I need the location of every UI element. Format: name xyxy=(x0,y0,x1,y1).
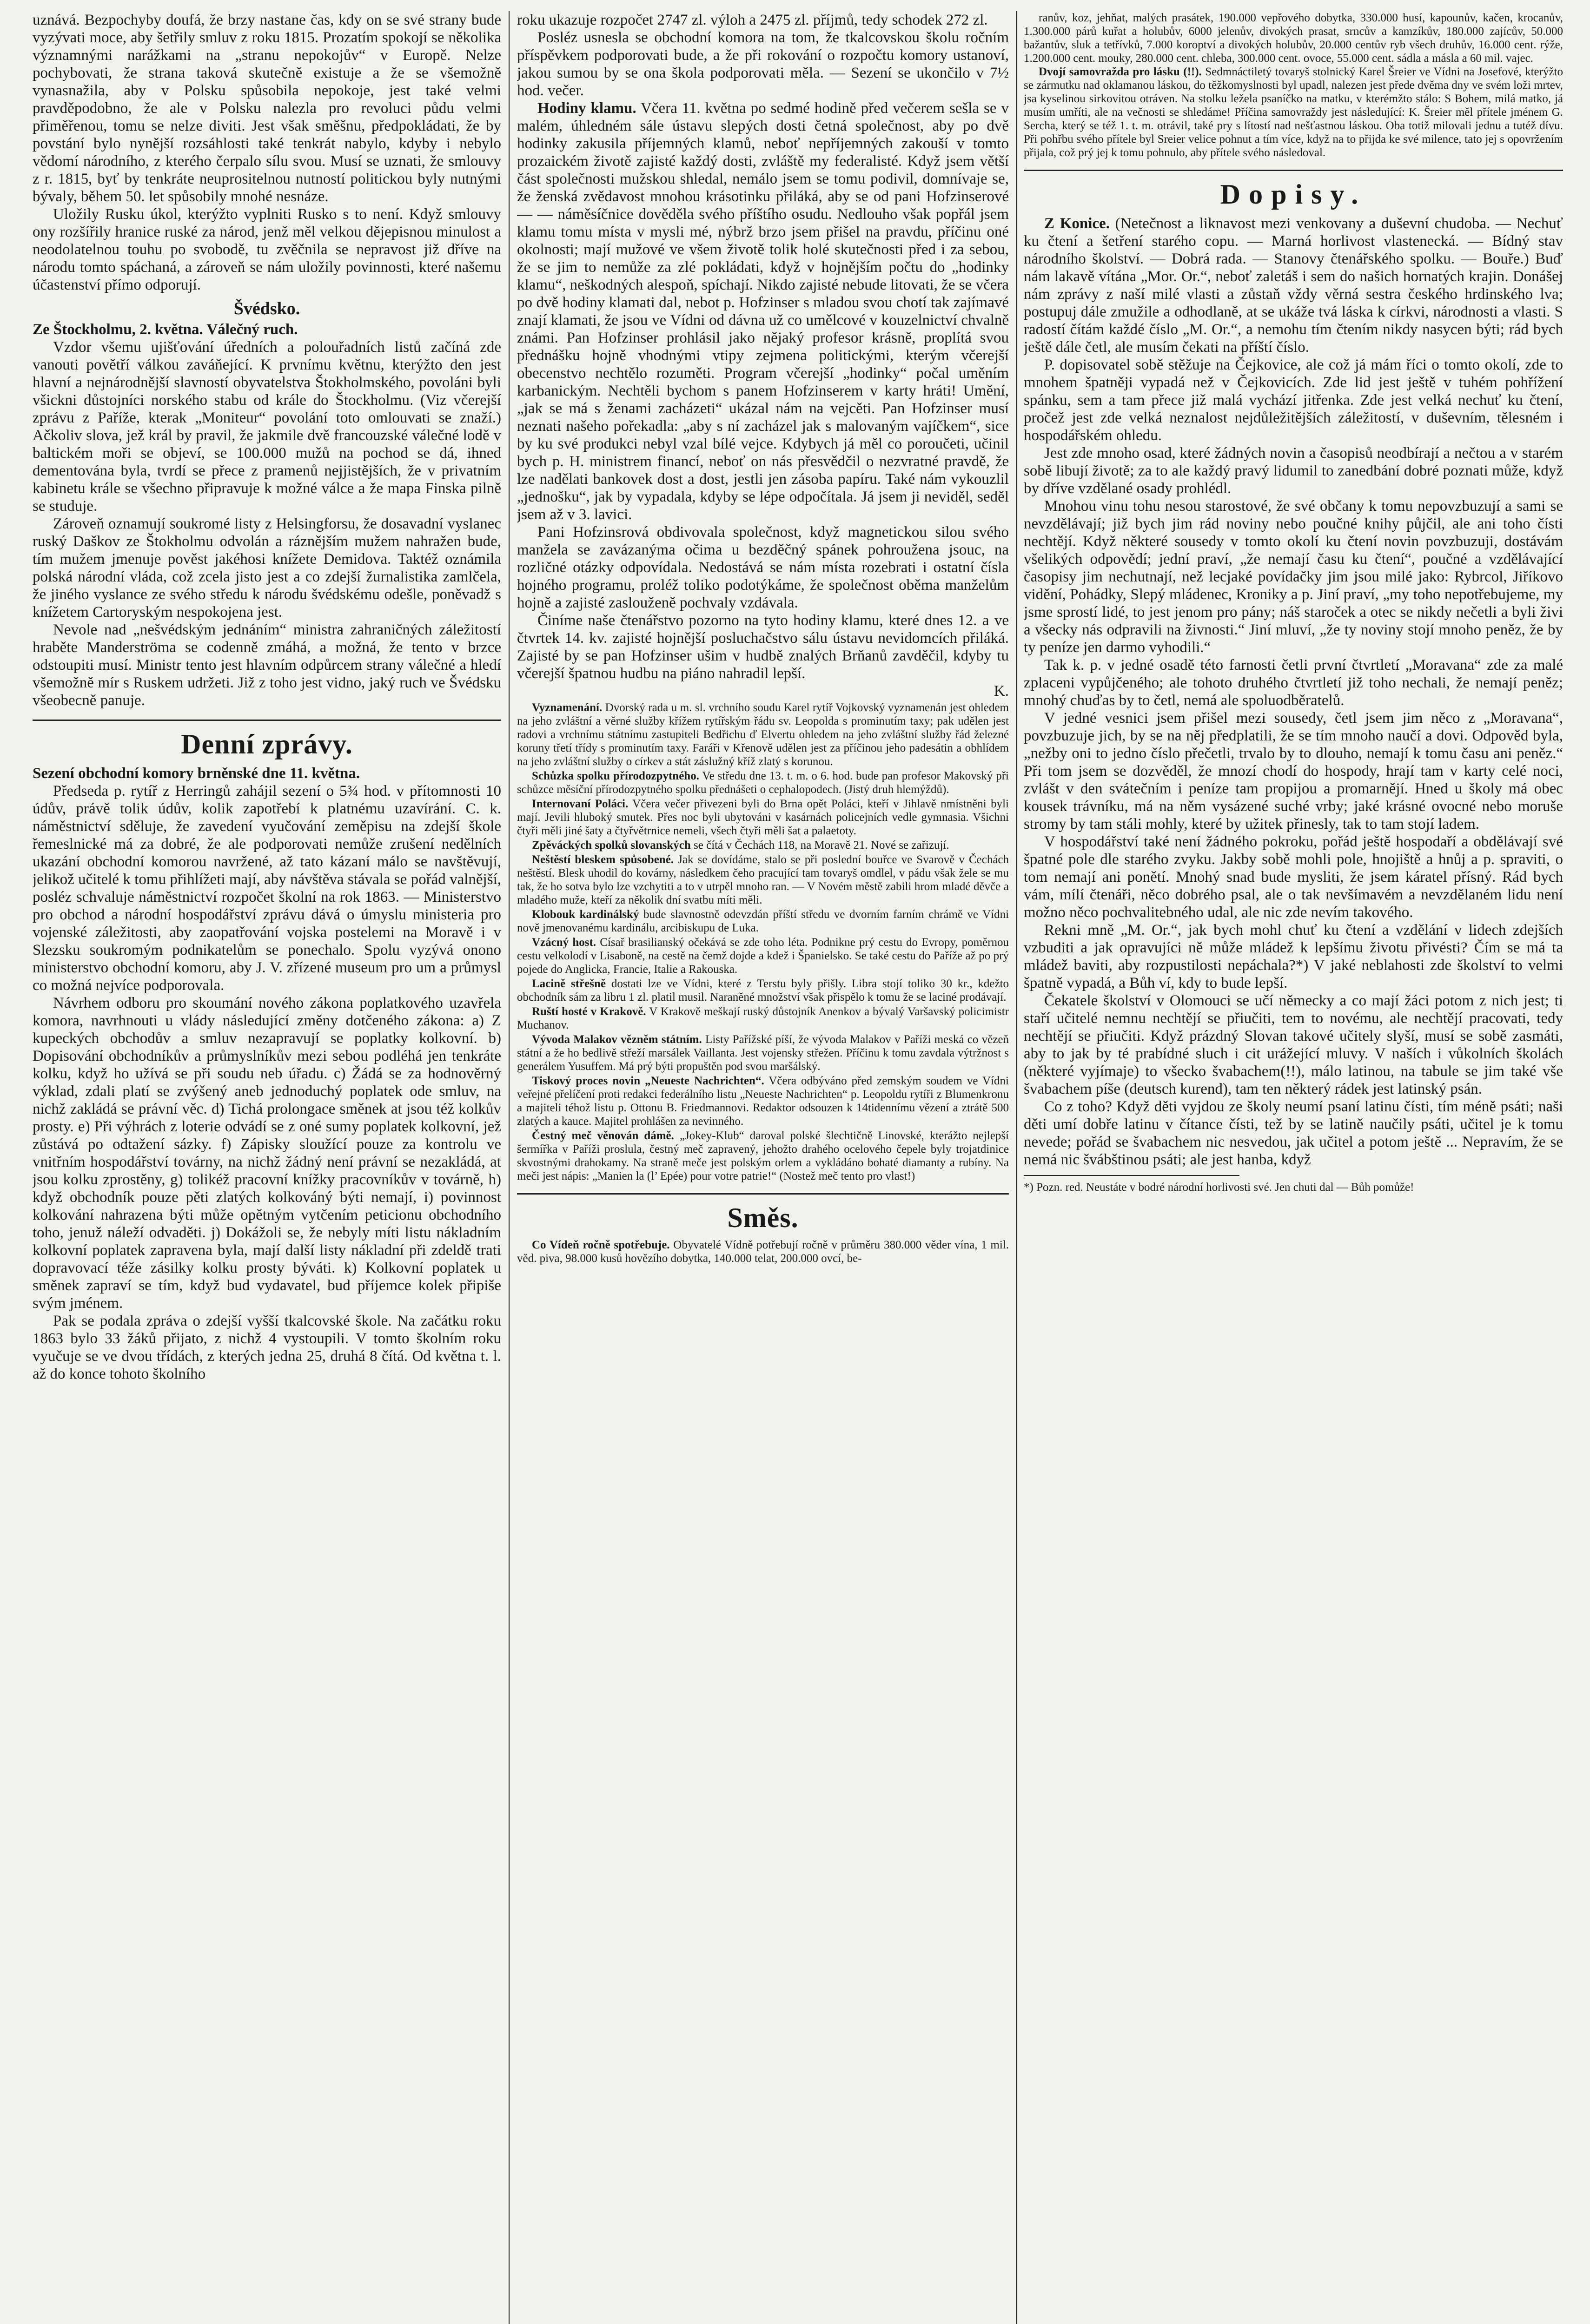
short-news-item xyxy=(517,1005,1009,1032)
section-divider xyxy=(1024,170,1563,171)
article-text: Vzdor všemu ujišťování úředních a polouřadních listů začíná zde vanouti povětří válkou zaváňející. K prvnímu květnu, kterýžto den jest hlavní a nejnárodnější slavností obyvatelstva Štokholmského, povoláni byli všickni důstojníci norského stabu od krále do Štockholmu. (Viz včerejší zprávu z Paříže, kterak „Moniteur“ povolání toto omlouvati se znaží.) Ačkoliv slova, jež král by pravil, že jakmile dvě francouzské válečné lodě v baltickém moři se objeví, se 100.000 mužů na pochod se dá, ihned dementována byla, tvrdí se přece z pramenů nejjistějších, že v privatním kabinetu krále se všechno připravuje k možné válce a že mapa Finska pilně se studuje. xyxy=(33,339,501,515)
short-news-text: V Krakově meškají ruský důstojník Anenkov a bývalý Varšavský policimistr Muchanov. xyxy=(517,1005,1009,1031)
footnote: *) Pozn. red. Neustáte v bodré národní horlivosti své. Jen chuti dal — Bůh pomůže! xyxy=(1024,1181,1414,1194)
article-text: (Netečnost a liknavost mezi venkovany a duševní chudoba. — Nechuť ku čtení a šetření starého copu. — Marná horlivost vlastenecká. — Bídný stav národního školství. — Dobrá rada. — Stanovy čtenářského spolku. — Bouře.) Buď nám lakavě vítána „Mor. Or.“, neboť zaletáš i sem do našich hornatých krajin. Donášej nám zprávy z naší milé vlasti a zůstaň vždy věrná sestra českého hrdinského lva; postupuj dále zmužile a odhodlaně, at se ukáže tvá láska k církvi, národnosti a vlasti. S radostí čítám každé číslo „M. Or.“, a nemohu tím čtením nikdy nasycen býti; rád bych ještě dále četl, ale musím čekati na příští číslo. xyxy=(1024,215,1563,356)
article-text: Včera 11. května po sedmé hodině před večerem sešla se v malém, úhledném sále ústavu slepých dosti četná společnost, aby po dvě hodinky zakusila příjemných klamů, neboť nepříjemných zakouší v tomto prozaickém životě zajisté každý dosti, zvláště my federalisté. Když jsem větší část společnosti mužskou shledal, nemálo jsem se tomu podivil, domnívaje se, že ženská zvědavost mnohou krásotinku přiláká, aby se od pani Hofzinserové — — náměsíčnice dověděla svého příštího osudu. Nedlouho však popřál jsem klamu tomu místa v mysli mé, nýbrž brzo jsem přišel na pravdu, příčinu oné okolnosti; mají mužové ve všem životě tolik holé skutečnosti před i za sebou, že se jim to nemůže za zlé pokládati, když v hojnějším počtu do „hodinky klamu“, neškodných alespoň, spíchají. Nikdo zajisté nebude litovati, že se včera po dvě hodiny klamati dal, nebot p. Hofzinser s mladou svou chotí tak zajímavé znají klamati, že jsou ve Vídni od dávna už co umělcové v kouzelnictví chvalně známi. Pan Hofzinser prohlásil jako nějaký profesor krásně, proplítá svou přednášku hojně vhodnými vtipy zejmena politickými, kterým včerejší obecenstvo nechtělo rozuměti. Program včerejší „hodinky“ počal uměním karbanickým. Nechtěli bychom s panem Hofzinserem v karty hráti! Umění, „jak se má s ženami zacházeti“ ukázal nám na vejcěti. Pan Hofzinser musí neznati našeho pořekadla: „aby s ní zacházel jak s malovaným vajíčkem“, sice by ku své produkci nebyl vzal bílé vejce. Kdybych já měl co poroučeti, učinil bych p. H. ministrem financí, neboť on nás přesvědčil o nezvratné pravdě, že lze nadělati bankovek dost a dost, jestli jen zásoba papíru. Také nám vykouzlil „jednošku“, jak by vypadala, kdyby se lépe odpočítala. Já jsem ji neviděl, seděl jsem až v 3. lavici. xyxy=(517,100,1009,523)
short-news-text: Včera odbýváno před zemským soudem ve Vídni veřejné přelíčení proti redakci federálního listu „Neueste Nachrichten“ p. Leopoldu rytíři z Blumenkronu a majiteli téhož listu p. Ottonu B. Friedmannovi. Redaktor odsouzen k 14tidennímu vězení a ztrátě 500 zlatých a kauce. Majitel prohlášen za nevinného. xyxy=(517,1075,1009,1128)
short-news-text: Dvorský rada u m. sl. vrchního soudu Karel rytíř Vojkovský vyznamenán jest ohledem na jeho zvláštní a věrné služby křížem rytířským řádu sv. Leopolda s prominutím taxy; pak udělen jest radovi a vrchnímu státnímu zastupiteli Bedřichu ď Elvertu ohledem na jeho zvláštní služby řád železné koruny třetí třídy s prominutím taxy. Faráři v Křenově udělen jest za příčinou jeho padesátin a obhlídem na jeho zvláštní služby o církev a stát záslužný kříž zlatý s korunou. xyxy=(517,701,1009,768)
short-news-text: bude slavnostně odevzdán příští středu ve dvorním farním chrámě ve Vídni nově jmenovanému kardinálu, arcibiskupu de Luka. xyxy=(517,908,1009,934)
column-2 xyxy=(517,11,1009,2324)
section-heading-miscellany: Směs. xyxy=(727,1202,799,1233)
short-news-text: Ve středu dne 13. t. m. o 6. hod. bude pan profesor Makovský při schůzce měsíční přírodozpytného spolku přednášeti o cephalopodech. (Jistý druh hlemýždů). xyxy=(517,770,1009,796)
short-news-text: dostati lze ve Vídni, které z Terstu byly přišly. Libra stojí toliko 30 kr., kdežto obchodník sám za libru 1 zl. platil musil. Naraněné množství však přispělo k tomu že se laciné prodávají. xyxy=(517,977,1009,1004)
article-text: Pak se podala zpráva o zdejší vyšší tkalcovské škole. Na začátku roku 1863 bylo 33 žáků přijato, z nichž 4 vystoupili. V tomto školním roku vyučuje se ve dvou třídách, z kterých jedna 25, druhá 8 čítá. Od května t. l. až do konce tohoto školního xyxy=(33,1313,501,1382)
article-text: uznává. Bezpochyby doufá, že brzy nastane čas, kdy on se své strany bude vyzývati moce, aby šetřily smluv z roku 1815. Prozatím spokojí se několika významnými narážkami na „stranu nepokojův“ v Europě. Nelze pochybovati, že strana taková skutečně existuje a že se všemožně vynasnažila, aby v Polsku spůsobila nepokoje, jest také velmi pravděpodobno, že ale v Polsku nalezla pro revoluci půdu velmi přiměřenou, tomu se nelze diviti. Jest však směšnu, předpokládati, že by povstání bylo nynější rozsáhlosti také tenkrát nabylo, kdyby i nebylo vědomí národního, z kterého čerpalo sílu svou. Musí se uznati, že smlouvy z r. 1815, byť by tenkráte neuprositelnou nutností politickou byly nutnými bývaly, během 50. let spůsobily mnohé nesnáze. xyxy=(33,12,501,205)
column-rule xyxy=(509,11,510,2324)
article-text: Činíme naše čtenářstvo pozorno na tyto hodiny klamu, které dnes 12. a ve čtvrtek 14. kv. zajisté hojnější posluchačstvo sálu ústavu nevidomcích přiláká. Zajisté by se pan Hofzinser ušim v hudbě znalých Brňanů zavděčil, kdyby tu včerejší špatnou hudbu na piáno nahradil lepší. xyxy=(517,612,1009,682)
short-news-lead: Zpěváckých spolků slovanských xyxy=(532,839,691,852)
section-divider xyxy=(33,720,501,721)
article-text: Posléz usnesla se obchodní komora na tom, že tkalcovskou školu ročním příspěvkem podporovati bude, a že při rokování o rozpočtu komory ustanoví, jakou sumou by se ona škola podporovati měla. — Sezení se ukončilo v 7½ hod. večer. xyxy=(517,29,1009,99)
short-news-lead: Tiskový proces novin „Neueste Nachrichten“. xyxy=(532,1075,764,1087)
article-text: Sedmnáctiletý tovaryš stolnický Karel Šreier ve Vídni na Josefové, kterýžto se zármutku nad oklamanou láskou, do těžkomyslnosti byl upadl, nalezen jest přede dvěma dny ve svém loži mrtev, jsa kyselinou sirkovitou otráven. Na stolku ležela psaníčko na matku, v kterémžto stálo: S Bohem, milá matko, já musím umříti, ale na večnosti se shledáme! Příčina samovraždy jest následující: K. Šreier měl přítele jménem G. Sercha, který se též 1. t. m. otrávil, také pry s lítostí nad nešťastnou láskou. Oba totiž milovali jednu a tutéž dívu. Při pohřbu svého přítele byl Sreier velice pohnut a tím více, když na to přijda ke své milence, tato jej s opovržením přijala, což prý jej k tomu pohnulo, aby přítele svého následoval. xyxy=(1024,66,1563,159)
article-text: Obyvatelé Vídně potřebují ročně v průměru 380.000 věder vína, 1 mil. věd. piva, 98.000 kusů hovězího dobytka, 140.000 telat, 200.000 ovcí, be- xyxy=(517,1239,1009,1265)
short-news-lead: Vzácný host. xyxy=(532,936,596,949)
short-news-lead: Čestný meč věnován dámě. xyxy=(532,1129,674,1142)
column-1 xyxy=(33,11,501,2324)
short-news-item xyxy=(517,853,1009,907)
article-text: Mnohou vinu tohu nesou starostové, že své občany k tomu nepovzbuzují a sami se nevzdělávají; již bych jim rád noviny nebo poučné knihy půjčil, ale ani toho čísti nechtějí. Když některé sousedy v tomto okolí ku čtení novin povzbuzuji, dostávám všelikých odpovědí; jední praví, „že nemají času ku čtení“, poučné a vzdělávající časopisy jim nechutnají, než lecjaké povídačky jim jsou milé jako: Rybrcol, Jiříkovo vidění, Pohádky, Slepý mládenec, Kroniky a p. Jiní praví, „my toho nepotřebujeme, my jsme sprostí lidé, to jest jenom pro pány; náš staroček a otec se nikdy nečetli a byli živi a všecky nás odpravili na živnosti.“ Jiní mluví, „že ty noviny stojí mnoho peněz, že by ty peníze jen darmo vyhodili.“ xyxy=(1024,498,1563,656)
article-heading: Sezení obchodní komory brněnské dne 11. května. xyxy=(33,765,360,782)
short-news-text: se čítá v Čechách 118, na Moravě 21. Nové se zařizují. xyxy=(694,839,949,852)
short-news-text: Císař brasilianský očekává se zde toho léta. Podnikne prý cestu do Evropy, poměrnou cestu velkolodí v Lisaboně, na cestě na čemž dojde a kdež i Španielsko. Se také cestu do Paříže až po prý pojede do Anglicka, Francie, Italie a Rakouska. xyxy=(517,936,1009,976)
section-heading-sweden: Švédsko. xyxy=(233,299,300,318)
article-text: Pani Hofzinsrová obdivovala společnost, když magnetickou silou svého manžela se zavázanýma očima u bezděčný spánek pohroužena jsouc, na rozličné otázky odpovídala. Nedostává se nám místa rozebrati i ostatní čísla hojného programu, proléž toliko podotýkáme, že společnost oběma manželům hojně a zajisté zaslouženě pochvaly vzdávala. xyxy=(517,524,1009,611)
author-signature: K. xyxy=(994,683,1009,700)
section-divider xyxy=(517,1193,1009,1195)
article-text: ranův, koz, jehňat, malých prasátek, 190.000 vepřového dobytka, 330.000 husí, kapounův, kačen, krocanův, 1.300.000 párů kuřat a holubův, 6000 jelenův, divokých prasat, srncův a kamzíkův, 180.000 zajícův, 50.000 bažantův, sluk a tetřívků, 7.000 koroptví a divokých holubův, 20.000 centův ryb všech druhův, 16.000 cent. rýže, 1.200.000 cent. mouky, 280.000 cent. chleba, 300.000 cent. ovoce, 55.000 cent. sádla a másla a 60 mil. vajec. xyxy=(1024,12,1563,65)
short-news-item xyxy=(517,701,1009,768)
column-3 xyxy=(1024,11,1563,2324)
short-news-lead: Vyznamenání. xyxy=(532,701,603,714)
article-text: Nevole nad „nešvédským jednáním“ ministra zahraničných záležitostí hraběte Manderströma se codenně zmáhá, a možná, že tento v brzce odstoupiti musí. Ministr tento jest hlavním odpůrcem strany válečné a hledí všemožně mír s Ruskem udržeti. Již z toho jest vidno, jaký ruch ve Švédsku všeobecně panuje. xyxy=(33,621,501,709)
short-news-list xyxy=(517,701,1009,1183)
short-news-lead: Ruští hosté v Krakově. xyxy=(532,1005,646,1018)
article-text: Návrhem odboru pro skoumání nového zákona poplatkového uzavřela komora, navrhnouti u vlády následující změny dotčeného zákona: a) Z kupeckých obchodův a smluv nezapravují se poplatky kolkovní. b) Dopisování obchodníkův a průmyslníkův mezi sebou podléhá jen tenkráte kolku, když ho užívá se při soudu neb úřadu. c) Žádá se za hodnověrný výklad, zdali platí se zvýšený aneb jednoduchý poplatek ode smluv, na nichž zakládá se právní věc. d) Tichá prolongace směnek at jsou též kolkův prosty. e) Při výhrách z loterie odvádí se z oné sumy poplatek kolkovní, jež zůstává po odtažení sázky. f) Zápisky sloužící pouze za kontrolu ve vnitřním hospodářství továrny, na nichž žádný není právní se nezakládá, at jsou kolku zprostěny, g) tolikéž pracovní knížky pracovníkův v továrně, h) když obchodník pouze pěti zlatých kolkováný býti nemají, i) povinnost kolkování nahrazena býti může opětným vytčením peticionu obchodního toho, jenuž náleží odvaděti. j) Dokážoli se, že nebyly míti listu nákladním kolkovní poplatek zapravena byla, mají další listy nákladní při zdeldě trati dopravovací téže zásilky kolku prosty býváti. k) Kolkovní poplatek u směnek zapraví se tím, když bud vydavatel, bud příjemce kolek připiše svým jménem. xyxy=(33,995,501,1312)
short-news-text: Včera večer přivezeni byli do Brna opět Poláci, kteří v Jihlavě nmístněni byli mají. Jevili hluboký smutek. Přes noc byli ubytováni v kasárnách policejních vedle gymnasia. Všichni čtyři měli jiné šaty a čtyřvětrnice nemeli, všech čtyři měli šat a palaetoty. xyxy=(517,798,1009,837)
short-news-text: Jak se dovídáme, stalo se při poslední bouřce ve Svarově v Čechách neštěstí. Blesk uhodil do kovárny, následkem čeho pracující tam tovaryš omdlel, v pádu však žele se mu tak, že ho sotva bylo lze vzchytiti a to v utrpěl mnoho ran. — V Novém městě zabili hrom mladé děvče a mladého muže, kteří za několik dní svatbu míti měli. xyxy=(517,853,1009,906)
short-news-item xyxy=(517,977,1009,1004)
short-news-item xyxy=(517,1033,1009,1073)
short-news-lead: Schůzka spolku přírodozpytného. xyxy=(532,770,699,782)
short-news-item xyxy=(517,1129,1009,1183)
article-text: Jest zde mnoho osad, které žádných novin a časopisů neodbírají a nečtou a v starém sobě libují životě; za to ale každý pravý lidumil to zanedbání dobré poznati může, když by dříve vzdělané osady prohlédl. xyxy=(1024,445,1563,497)
article-text: Předseda p. rytíř z Herringů zahájil sezení o 5¾ hod. v přítomnosti 10 údův, právě tolik údův, kolik zapotřebí k platnému uzavírání. C. k. náměstnictví sděluje, že zavedení vyučování zeměpisu na zdejší škole řemeslnické má za dobré, že ale podporovati nemůže zrušení nedělních ukazání obchodní komorou navržené, až tato kázaní málo se navštěvují, jelikož učitelé k tomu přihlížeti mají, aby návštěva stávala se pořád valnější, posléz schvaluje náměstnictví rozpočet školní na rok 1863. — Ministerstvo pro obchod a národní hospodářství zprávu dává o úmyslu ministeria pro vojenské záležitosti, aby zaopatřování vojska postelemi na Moravě i v Slezsku soukromým podnikatelům se ponechalo. Spolu vyzývá onono ministerstvo obchodní komoru, aby J. V. zřízené museum pro um a průmysl co možná nejvíce podporovala. xyxy=(33,783,501,994)
article-text: roku ukazuje rozpočet 2747 zl. výloh a 2475 zl. příjmů, tedy schodek 272 zl. xyxy=(517,12,988,28)
footnote-divider xyxy=(1024,1175,1239,1176)
short-news-lead: Vývoda Malakov vězněm státním. xyxy=(532,1033,702,1046)
short-news-item xyxy=(517,908,1009,935)
article-text: Uložily Rusku úkol, kterýžto vyplniti Rusko s to není. Když smlouvy ony rozšířily hranice ruské za národ, jenž měl velkou dějepisnou minulost a neodolatelnou touhu po svobodě, tu zvěčnila se nepravost již dříve na národu tomto spáchaná, a zároveň se nám uložily povinnosti, které našemu účastenství přímo odporují. xyxy=(33,206,501,293)
dateline: Ze Štockholmu, 2. května. Válečný ruch. xyxy=(33,321,298,338)
section-heading-letters: Dopisy. xyxy=(1220,179,1367,210)
short-news-text: Listy Pařížské píší, že vývoda Malakov v Paříži meská co vězeň státní a že ho bedlivě střeží marsálek Vaillanta. Jest vojensky střežen. Příčinu k tomu zavdala výtržnost s generálem Yusuffem. Má prý býti propuštěn pod svou maršálský. xyxy=(517,1033,1009,1073)
article-lead: Co Vídeň ročně spotřebuje. xyxy=(532,1239,670,1251)
article-text: Rekni mně „M. Or.“, jak bych mohl chuť ku čtení a vzdělání v lidech zdejších vzbuditi a jak opravujíci ně může mládež k lepšímu životu přivésti? Čím se má ta mládež baviti, aby rozpustilosti nepáchala?*) V jaké neblahosti zde školství to velmi špatně vypadá, a Bůh ví, kdy to bude lepší. xyxy=(1024,922,1563,991)
article-text: P. dopisovatel sobě stěžuje na Čejkovice, ale což já mám říci o tomto okolí, zde to mnohem špatněji vypadá než v Čejkovicích. Zde lid jest ještě v tuhém pohřížení spánku, sem a tam přece již malá vychází jitřenka. Zde jest velká nechuť ku čtení, pročež jest zde velká neznalost nejdůležitějších záležitostí, v duševním, tělesném i hospodářském ohledu. xyxy=(1024,357,1563,444)
article-lead: Dvojí samovražda pro lásku (!!). xyxy=(1039,66,1202,78)
short-news-item xyxy=(517,838,1009,852)
article-text: Tak k. p. v jedné osadě této farnosti četli první čtvrtletí „Moravana“ zde za malé zplaceni vypůjčeného; ale tohoto druhého čtvrtletí již toho nechali, že nemají peněz; mnohý chuďas by to četl, nemá ale spoluodběratelů. xyxy=(1024,657,1563,709)
short-news-lead: Neštěstí bleskem spůsobené. xyxy=(532,853,674,866)
article-text: Co z toho? Když děti vyjdou ze školy neumí psaní latinu čísti, tím méně psáti; naši děti umí dobře latinu v čítance čísti, tež by se latině naučily psáti, učitel je k tomu nevede; pořád se švabachem nic nesvedou, jak učitel a potom ještě ... Nepravím, že se nemá nic švábštinou psáti; ale jest hanba, když xyxy=(1024,1098,1563,1168)
section-heading-daily-news: Denní zprávy. xyxy=(181,729,353,759)
short-news-item xyxy=(517,1074,1009,1128)
article-text: Zároveň oznamují soukromé listy z Helsingforsu, že dosavadní vyslanec ruský Daškov ze Štokholmu odvolán a ráznějším mužem nahražen bude, tím mužem jmenuje pověst jakéhosi knížete Demidova. Taktéž oznámila polská národní vláda, což zcela jisto jest a co zdejší žurnalistika zamlčela, že jiného vyslance ze svého středu k národu švédskému odešle, poněvadž s knížetem Cartoryským nespokojena jest. xyxy=(33,515,501,621)
short-news-item xyxy=(517,769,1009,796)
short-news-text: „Jokey-Klub“ daroval polské šlechtičně Linovské, kterážto nejlepší šermířka v Paříži proslula, čestný meč zapravený, jehožto drahého ocelového čepele byly trojatdinice skvostnými drahokamy. Na straně meče jest polským orlem a vykládáno bohaté diamanty a rubíny. Na meči jest nápis: „Manien la (l’ Epée) pour votre patrie!“ (Nostež meč tento pro vlast!) xyxy=(517,1129,1009,1182)
article-lead: Hodiny klamu. xyxy=(537,100,636,117)
short-news-item xyxy=(517,936,1009,976)
article-text: V hospodářství také není žádného pokroku, pořád ještě hospodaří a obdělávají své špatné pole dle starého zvyku. Jakby sobě mohli pole, hnojiště a hnůj a p. spraviti, o tom nemají ani ponětí. Mnohý snad bude mysliti, že jsem káratel přísný. Rád bych vám, mílí čtenáři, něco dobrého psal, ale o tak nevšímavém a nevzdělaném lidu není možno něco pochvalitebného udal, ale nic zde nevím takového. xyxy=(1024,833,1563,921)
short-news-lead: Internovaní Poláci. xyxy=(532,798,629,810)
column-rule xyxy=(1016,11,1017,2324)
short-news-item xyxy=(517,797,1009,838)
short-news-lead: Lacině střešně xyxy=(532,977,606,990)
article-text: Čekatele školství v Olomouci se učí německy a co mají žáci potom z nich jest; ti staří učitelé nemnu nechtějí se přiučiti, tem to novému, ale nechtějí pracovati, tedy nechtějí se přiučiti. Když prázdný Slovan takové učitely slyší, musí se sobě zasmáti, aby to jak by té prabídné sluch i cit urážející mluvy. V naších i vůkolních školách (některé vyjímaje) to všecko švabachem(!!), málo latinou, na tabule se jim také vše švabachem píše (deutsch kurend), tam ten některý rádek jest latinský psán. xyxy=(1024,992,1563,1097)
article-lead: Z Konice. xyxy=(1044,215,1110,232)
short-news-lead: Klobouk kardinálský xyxy=(532,908,639,921)
article-text: V jedné vesnici jsem přišel mezi sousedy, četl jsem jim něco z „Moravana“, povzbuzuje jich, by se na něj předplatili, že se tím mnoho naučí a dovi. Odpověd byla, „nežby oni to jedno číslo přečetli, trvalo by to dlouho, nemají k tomu času ani peněz.“ Při tom jsem se dozvěděl, že mnozí chodí do hospody, hrají tam v karty celé noci, zvlášt v den svátečním i peníze tam propijou a promarnějí. Hned u školy má obec kousek trávníku, má na něm vysázené suché vrby; jaké krásné ovocné nebo moruše stromy by tam stáli mohly, které by užitek přinesly, tak to tam stojí ladem. xyxy=(1024,710,1563,832)
